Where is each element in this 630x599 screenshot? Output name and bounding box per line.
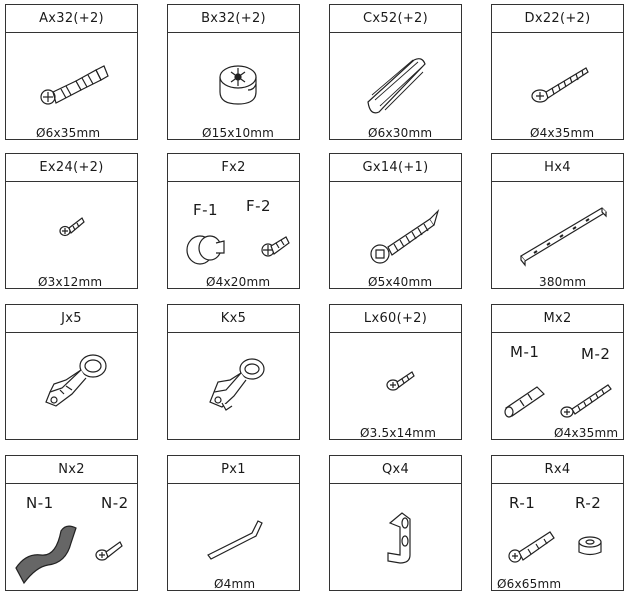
short-screw-icon: [6, 181, 137, 288]
part-label: F-1: [193, 201, 219, 219]
part-title: Hx4: [492, 154, 623, 182]
long-screw-icon: [330, 181, 461, 288]
part-label: N-1: [26, 494, 54, 512]
knob-and-bolt-icon: [168, 181, 299, 288]
part-card-e: [5, 153, 138, 289]
wood-screw-icon: [492, 32, 623, 139]
part-card-r: [491, 455, 624, 591]
part-size: Ø4x20mm: [206, 275, 271, 289]
drawer-rail-icon: [492, 181, 623, 288]
part-card-n: [5, 455, 138, 591]
part-label: R-1: [509, 494, 536, 512]
part-card-b: [167, 4, 300, 140]
part-title: Cx52(+2): [330, 5, 461, 33]
part-card-h: [491, 153, 624, 289]
bolt-and-nut-icon: [492, 483, 623, 590]
part-title: Qx4: [330, 456, 461, 484]
part-card-m: [491, 304, 624, 440]
part-card-f: [167, 153, 300, 289]
part-size: Ø6x30mm: [368, 126, 433, 140]
part-card-d: [491, 4, 624, 140]
part-size: Ø5x40mm: [368, 275, 433, 289]
part-card-q: [329, 455, 462, 591]
part-card-k: [167, 304, 300, 440]
part-size: Ø6x35mm: [36, 126, 101, 140]
part-size: Ø4x35mm: [554, 426, 619, 440]
part-card-c: [329, 4, 462, 140]
part-label: N-2: [101, 494, 129, 512]
part-title: Px1: [168, 456, 299, 484]
cam-bolt-icon: [6, 32, 137, 139]
part-title: Ax32(+2): [6, 5, 137, 33]
part-card-p: [167, 455, 300, 591]
small-screw-icon: [330, 332, 461, 439]
part-title: Mx2: [492, 305, 623, 333]
part-title: Lx60(+2): [330, 305, 461, 333]
rod-bracket-icon: [330, 483, 461, 590]
part-card-a: [5, 4, 138, 140]
hinge-icon: [168, 332, 299, 439]
mesh-and-screw-icon: [6, 483, 137, 590]
part-card-l: [329, 304, 462, 440]
part-size: Ø6x65mm: [497, 577, 562, 591]
part-title: Gx14(+1): [330, 154, 461, 182]
part-label: R-2: [575, 494, 602, 512]
cam-lock-icon: [168, 32, 299, 139]
wall-plug-and-screw-icon: [492, 332, 623, 439]
part-size: Ø4mm: [214, 577, 256, 591]
wooden-dowel-icon: [330, 32, 461, 139]
part-title: Fx2: [168, 154, 299, 182]
part-size: Ø4x35mm: [530, 126, 595, 140]
part-title: Jx5: [6, 305, 137, 333]
part-size: Ø3x12mm: [38, 275, 103, 289]
part-size: 380mm: [539, 275, 587, 289]
part-card-j: [5, 304, 138, 440]
part-title: Kx5: [168, 305, 299, 333]
part-title: Nx2: [6, 456, 137, 484]
part-label: F-2: [246, 197, 272, 215]
allen-key-icon: [168, 483, 299, 590]
part-title: Bx32(+2): [168, 5, 299, 33]
part-title: Ex24(+2): [6, 154, 137, 182]
part-title: Rx4: [492, 456, 623, 484]
part-card-g: [329, 153, 462, 289]
part-label: M-2: [581, 345, 611, 363]
part-title: Dx22(+2): [492, 5, 623, 33]
hinge-icon: [6, 332, 137, 439]
part-size: Ø15x10mm: [202, 126, 275, 140]
part-size: Ø3.5x14mm: [360, 426, 437, 440]
part-label: M-1: [510, 343, 540, 361]
